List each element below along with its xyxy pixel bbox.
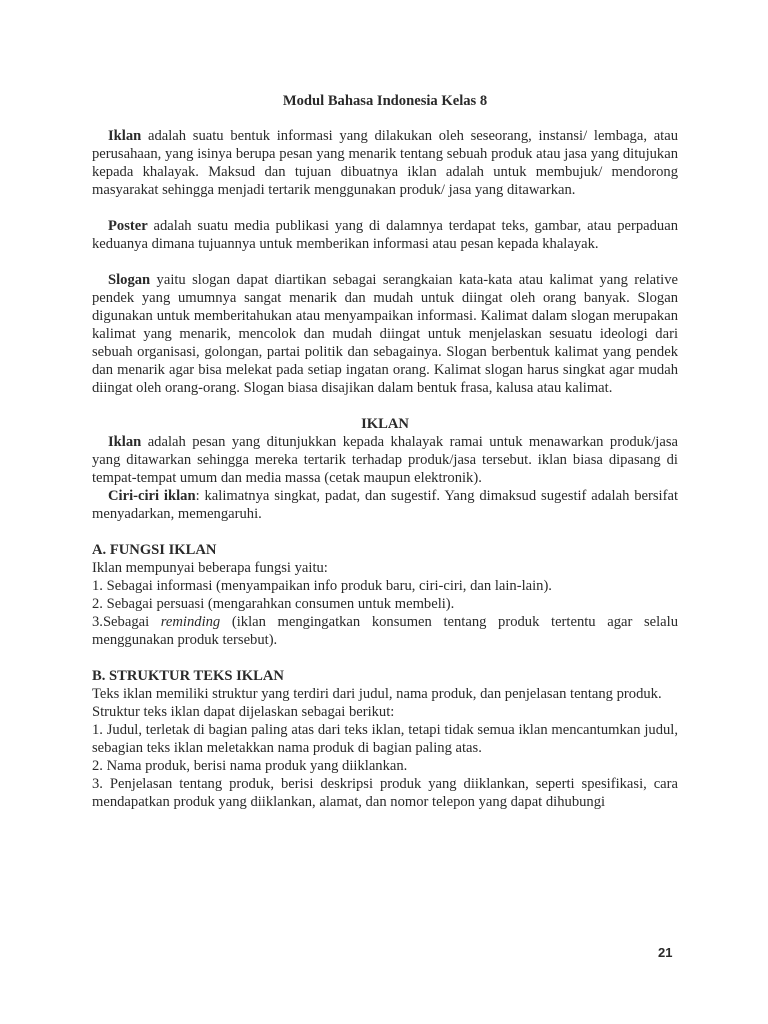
struktur-intro-1: Teks iklan memiliki struktur yang terdiri dari judul, nama produk, dan penjelasan tentang produk.: [92, 686, 662, 702]
paragraph-iklan-definition: [92, 433, 678, 487]
paragraph-iklan-definition-text: adalah pesan yang ditunjukkan kepada khalayak ramai untuk menawarkan produk/jasa yang ditawarkan sehingga mereka tertarik terhadap produk/jasa tersebut. iklan biasa dipasang di tempat-tempat umum dan media massa (cetak maupun elektronik).: [92, 434, 678, 486]
struktur-item-2: 2. Nama produk, berisi nama produk yang diiklankan.: [92, 758, 408, 774]
paragraph-iklan-text: adalah suatu bentuk informasi yang dilakukan oleh seseorang, instansi/ lembaga, atau perusahaan, yang isinya berupa pesan yang menarik tentang sebuah produk atau jasa yang ditujukan kepada khalayak. Maksud dan tujuan dibuatnya iklan adalah untuk membujuk/ mendorong masyarakat sehingga menjadi tertarik menggunakan produk/ jasa yang ditawarkan.: [92, 128, 678, 198]
struktur-intro-2: Struktur teks iklan dapat dijelaskan sebagai berikut:: [92, 704, 395, 720]
term-iklan: Iklan: [108, 128, 142, 144]
fungsi-item-3-emphasis: reminding: [160, 614, 221, 630]
term-ciri-iklan: Ciri-ciri iklan: [108, 488, 196, 504]
term-slogan: Slogan: [108, 272, 151, 288]
term-iklan-def: Iklan: [108, 434, 142, 450]
paragraph-slogan: [92, 271, 678, 397]
paragraph-poster: [92, 217, 678, 253]
paragraph-ciri-iklan: [92, 487, 678, 523]
fungsi-item-3: [92, 613, 678, 649]
paragraph-ciri-iklan-text: : kalimatnya singkat, padat, dan sugestif. Yang dimaksud sugestif adalah bersifat menyadarkan, memengaruhi.: [92, 488, 678, 522]
paragraph-poster-text: adalah suatu media publikasi yang di dalamnya terdapat teks, gambar, atau perpaduan keduanya dimana tujuannya untuk memberikan informasi atau pesan kepada khalayak.: [92, 218, 678, 252]
paragraph-iklan: [92, 127, 678, 199]
section-heading-struktur: B. STRUKTUR TEKS IKLAN: [92, 668, 284, 684]
section-heading-iklan: IKLAN: [361, 416, 409, 432]
section-heading-fungsi: A. FUNGSI IKLAN: [92, 542, 217, 558]
document-page: [92, 92, 678, 811]
fungsi-intro: Iklan mempunyai beberapa fungsi yaitu:: [92, 560, 328, 576]
fungsi-item-1: 1. Sebagai informasi (menyampaikan info produk baru, ciri-ciri, dan lain-lain).: [92, 578, 552, 594]
fungsi-item-2: 2. Sebagai persuasi (mengarahkan consumen untuk membeli).: [92, 596, 455, 612]
struktur-item-3: 3. Penjelasan tentang produk, berisi deskripsi produk yang diiklankan, seperti spesifikasi, cara mendapatkan produk yang diiklankan, alamat, dan nomor telepon yang dapat dihubungi: [92, 776, 678, 810]
paragraph-slogan-text: yaitu slogan dapat diartikan sebagai serangkaian kata-kata atau kalimat yang relative pendek yang umumnya sangat menarik dan mudah untuk diingat oleh orang banyak. Slogan digunakan untuk memberitahukan atau menyampaikan informasi. Kalimat dalam slogan merupakan kalimat yang menarik, mencolok dan mudah diingat untuk menjelaskan sesuatu ideologi dari sebuah organisasi, golongan, partai politik dan sebagainya. Slogan berbentuk kalimat yang pendek dan menarik agar bisa melekat pada setiap ingatan orang. Kalimat slogan harus singkat agar mudah diingat oleh orang-orang. Slogan biasa disajikan dalam bentuk frasa, kalusa atau kalimat.: [92, 272, 678, 396]
fungsi-item-3-rest: (iklan mengingatkan konsumen tentang produk tertentu agar selalu menggunakan produk tersebut).: [92, 614, 678, 648]
document-title: Modul Bahasa Indonesia Kelas 8: [282, 93, 488, 109]
struktur-item-1: 1. Judul, terletak di bagian paling atas dari teks iklan, tetapi tidak semua iklan mencantumkan judul, sebagian teks iklan meletakkan nama produk di bagian paling atas.: [92, 722, 678, 756]
page-number: 21: [658, 945, 673, 960]
term-poster: Poster: [108, 218, 148, 234]
fungsi-item-3-prefix: 3.Sebagai: [92, 614, 161, 630]
